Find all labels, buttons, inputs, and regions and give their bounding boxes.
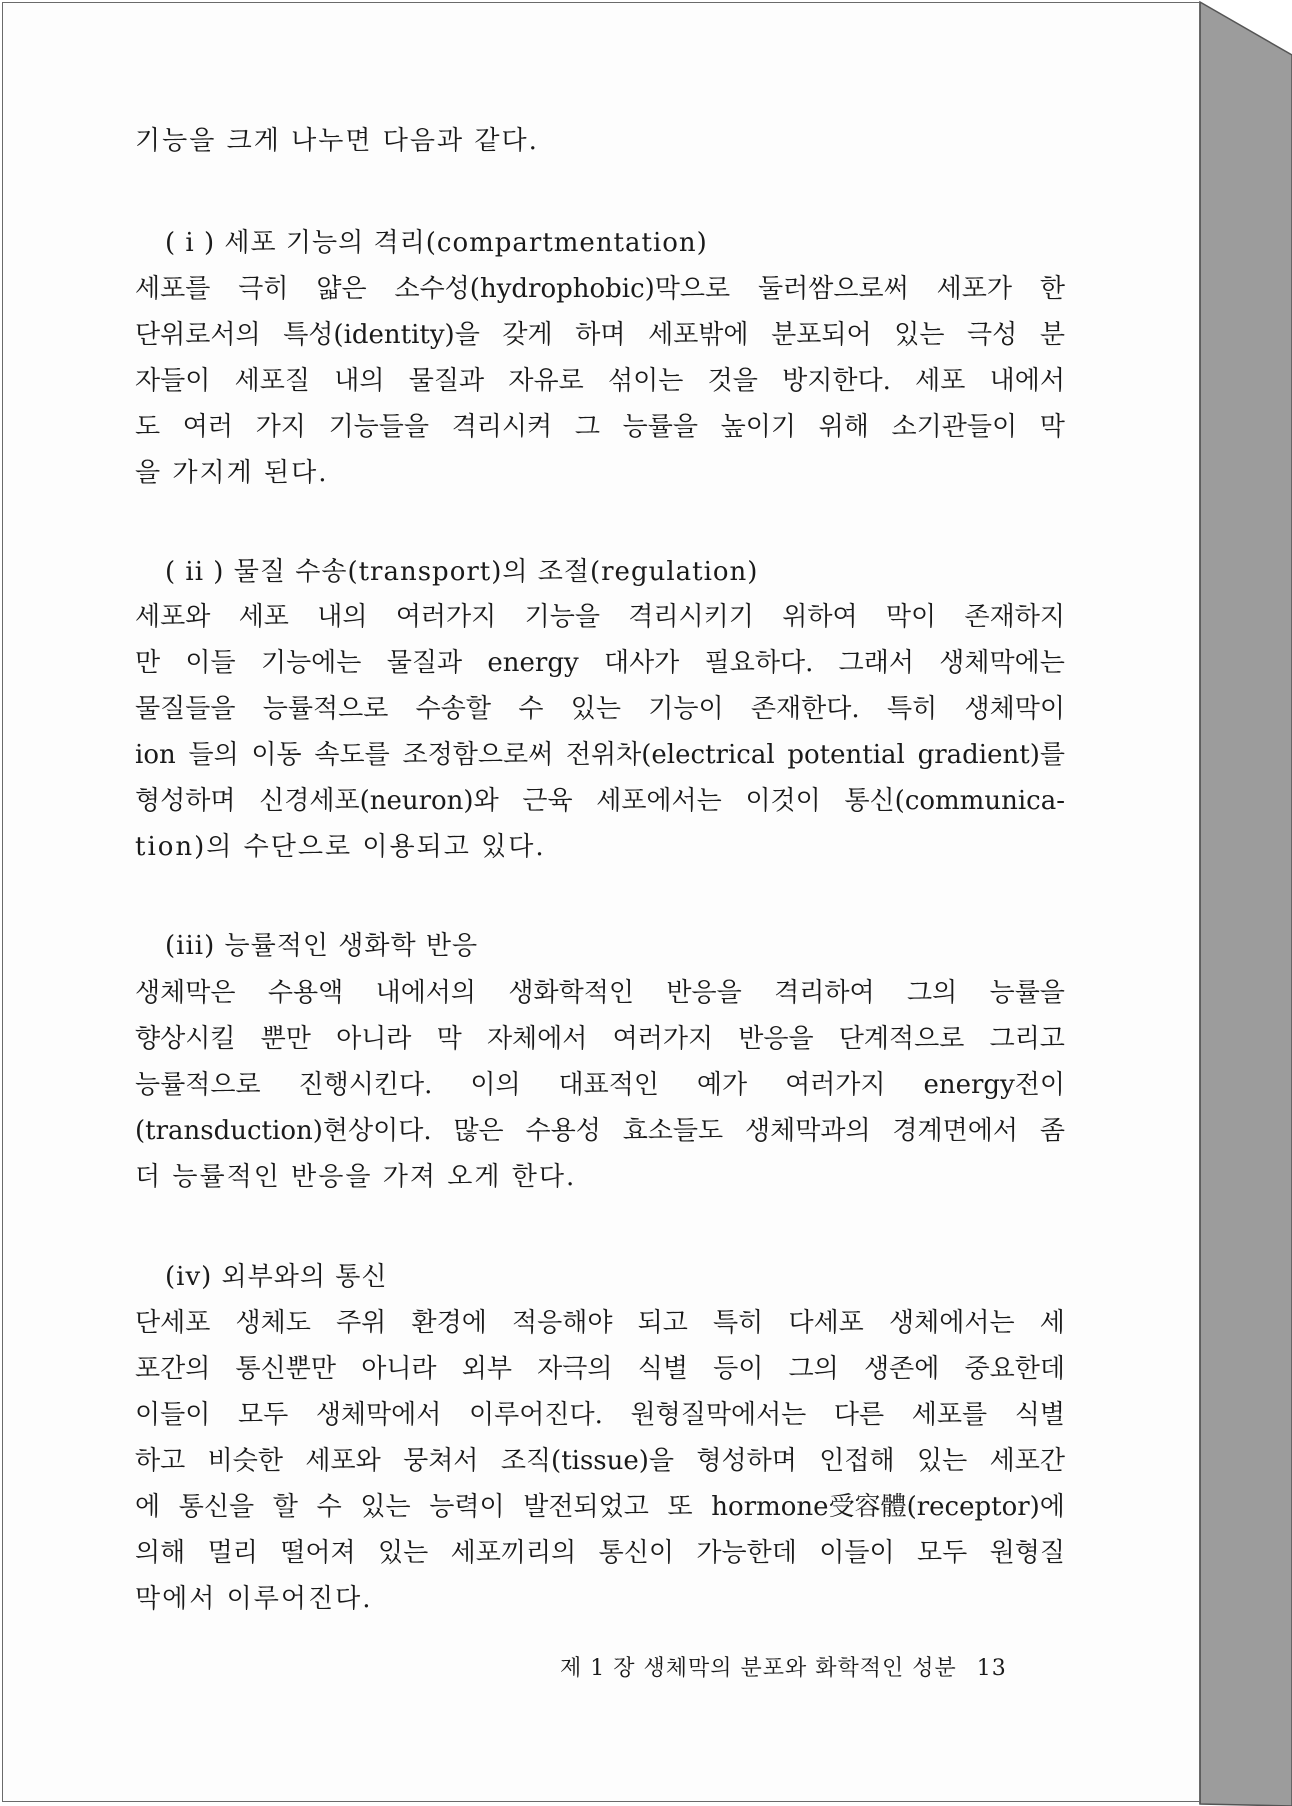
text-line: 의해 멀리 떨어져 있는 세포끼리의 통신이 가능한데 이들이 모두 원형질 bbox=[135, 1538, 1065, 1568]
text-line: (transduction)현상이다. 많은 수용성 효소들도 생체막과의 경계면에서 좀 bbox=[135, 1116, 1065, 1146]
section-heading: ( i ) 세포 기능의 격리(compartmentation) bbox=[165, 228, 708, 258]
section-heading: (iv) 외부와의 통신 bbox=[165, 1262, 388, 1292]
page-number: 13 bbox=[976, 1656, 1007, 1681]
text-line: 단위로서의 특성(identity)을 갖게 하며 세포밖에 분포되어 있는 극성 분 bbox=[135, 320, 1065, 350]
text-line: 형성하며 신경세포(neuron)와 근육 세포에서는 이것이 통신(communica- bbox=[135, 786, 1065, 816]
running-footer bbox=[560, 1654, 1040, 1684]
section-heading: (iii) 능률적인 생화학 반응 bbox=[165, 931, 479, 961]
text-line: 단세포 생체도 주위 환경에 적응해야 되고 특히 다세포 생체에서는 세 bbox=[135, 1308, 1065, 1338]
text-line: ion 들의 이동 속도를 조정함으로써 전위차(electrical potential gradient)를 bbox=[135, 740, 1065, 770]
intro-line: 기능을 크게 나누면 다음과 같다. bbox=[135, 126, 539, 156]
text-line: 이들이 모두 생체막에서 이루어진다. 원형질막에서는 다른 세포를 식별 bbox=[135, 1400, 1065, 1430]
text-line: 향상시킬 뿐만 아니라 막 자체에서 여러가지 반응을 단계적으로 그리고 bbox=[135, 1024, 1065, 1054]
text-line: 막에서 이루어진다. bbox=[135, 1584, 373, 1614]
text-line: 도 여러 가지 기능들을 격리시켜 그 능률을 높이기 위해 소기관들이 막 bbox=[135, 412, 1065, 442]
text-line: 을 가지게 된다. bbox=[135, 458, 329, 488]
text-line: 하고 비슷한 세포와 뭉쳐서 조직(tissue)을 형성하며 인접해 있는 세포간 bbox=[135, 1446, 1065, 1476]
chapter-title: 제 1 장 생체막의 분포와 화학적인 성분 bbox=[560, 1656, 957, 1681]
text-line: 세포를 극히 얇은 소수성(hydrophobic)막으로 둘러쌈으로써 세포가 한 bbox=[135, 274, 1065, 304]
text-line: 물질들을 능률적으로 수송할 수 있는 기능이 존재한다. 특히 생체막이 bbox=[135, 694, 1065, 724]
text-line: 자들이 세포질 내의 물질과 자유로 섞이는 것을 방지한다. 세포 내에서 bbox=[135, 366, 1065, 396]
text-line: 만 이들 기능에는 물질과 energy 대사가 필요하다. 그래서 생체막에는 bbox=[135, 648, 1065, 678]
text-line: 에 통신을 할 수 있는 능력이 발전되었고 또 hormone受容體(receptor)에 bbox=[135, 1492, 1065, 1522]
text-line: tion)의 수단으로 이용되고 있다. bbox=[135, 832, 546, 862]
text-line: 생체막은 수용액 내에서의 생화학적인 반응을 격리하여 그의 능률을 bbox=[135, 978, 1065, 1008]
text-line: 능률적으로 진행시킨다. 이의 대표적인 예가 여러가지 energy전이 bbox=[135, 1070, 1065, 1100]
section-heading: ( ii ) 물질 수송(transport)의 조절(regulation) bbox=[165, 557, 759, 587]
text-line: 더 능률적인 반응을 가져 오게 한다. bbox=[135, 1162, 577, 1192]
text-line: 포간의 통신뿐만 아니라 외부 자극의 식별 등이 그의 생존에 중요한데 bbox=[135, 1354, 1065, 1384]
text-line: 세포와 세포 내의 여러가지 기능을 격리시키기 위하여 막이 존재하지 bbox=[135, 602, 1065, 632]
